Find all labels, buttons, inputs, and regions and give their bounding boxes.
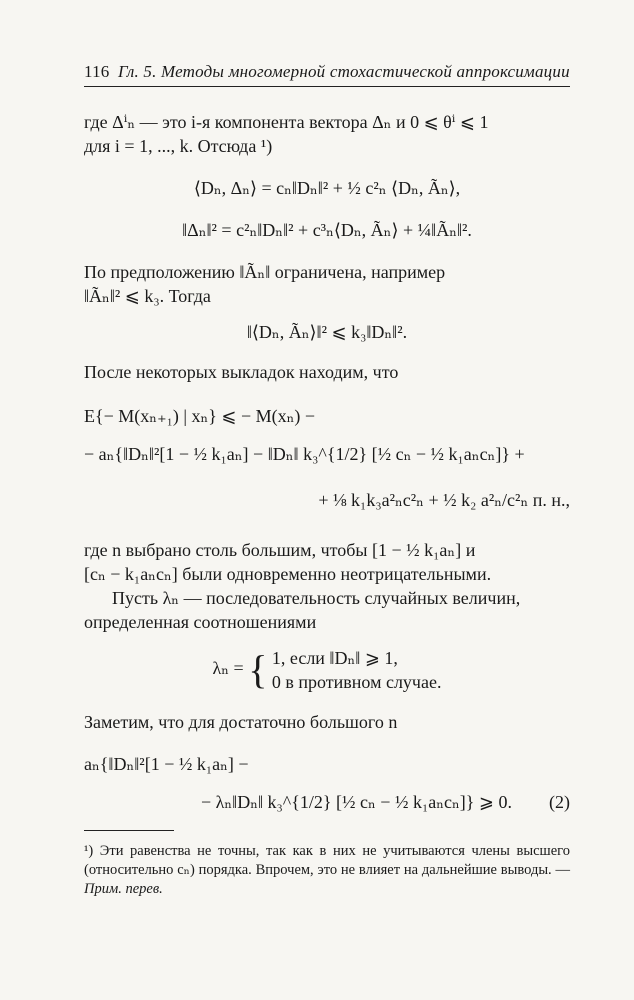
paragraph-1-line-2: для i = 1, ..., k. Отсюда ¹) [84, 136, 273, 156]
footnote [84, 842, 570, 899]
paragraph-1-line-1: где Δⁱₙ — это i-я компонента вектора Δₙ и 0 ⩽ θⁱ ⩽ 1 [84, 112, 489, 132]
equation-4-line-1: E{− M(xₙ₊₁) | xₙ} ⩽ − M(xₙ) − [84, 406, 316, 426]
paragraph-2-line-2: ‖Ãₙ‖² ⩽ k₃. Тогда [84, 286, 211, 306]
equation-5 [84, 646, 570, 694]
paragraph-3: После некоторых выкладок находим, что [84, 362, 399, 382]
equation-2: ‖Δₙ‖² = c²ₙ‖Dₙ‖² + c³ₙ⟨Dₙ, Ãₙ⟩ + ¼‖Ãₙ‖². [182, 220, 472, 240]
running-title: Гл. 5. Методы многомерной стохастической аппроксимации [117, 62, 570, 81]
equation-number: (2) [549, 792, 570, 812]
left-brace: { [248, 647, 268, 692]
paragraph-5-line-1: Пусть λₙ — последовательность случайных величин, [112, 588, 521, 608]
equation-5-lhs: λₙ = [212, 658, 244, 679]
running-header [84, 62, 570, 87]
paragraph-5-line-2: определенная соотношениями [84, 612, 317, 632]
equation-6-line-2 [84, 790, 570, 814]
paragraph-2-line-1: По предположению ‖Ãₙ‖ ограничена, например [84, 262, 446, 282]
footnote-text: ¹) Эти равенства не точны, так как в них не учитываются члены высшего (относительно cₙ) порядка. Впрочем, это не влияет на дальнейшие выводы. — [84, 843, 570, 878]
paragraph-4-line-2: [cₙ − k₁aₙcₙ] были одновременно неотрицательными. [84, 564, 492, 584]
equation-6-line-1: aₙ{‖Dₙ‖²[1 − ½ k₁aₙ] − [84, 754, 249, 774]
equation-6-formula: − λₙ‖Dₙ‖ k₃^{1/2} [½ cₙ − ½ k₁aₙcₙ]} ⩾ 0. [200, 792, 512, 812]
equation-5-case-1: 1, если ‖Dₙ‖ ⩾ 1, [271, 648, 398, 668]
paragraph-6: Заметим, что для достаточно большого n [84, 712, 398, 732]
page-number: 116 [84, 62, 110, 81]
equation-3: ‖⟨Dₙ, Ãₙ⟩‖² ⩽ k₃‖Dₙ‖². [246, 322, 408, 342]
equation-5-cases [272, 646, 442, 694]
footnote-translator-note: Прим. перев. [84, 881, 163, 897]
equation-5-case-2: 0 в противном случае. [271, 672, 442, 692]
page-body [84, 110, 570, 814]
footnote-rule [84, 830, 174, 831]
equation-1: ⟨Dₙ, Δₙ⟩ = cₙ‖Dₙ‖² + ½ c²ₙ ⟨Dₙ, Ãₙ⟩, [193, 178, 461, 198]
paragraph-4-line-1: где n выбрано столь большим, чтобы [1 − ½ k₁aₙ] и [84, 540, 476, 560]
equation-4-line-3: + ⅛ k₁k₃a²ₙc²ₙ + ½ k₂ a²ₙ/c²ₙ п. н., [318, 490, 570, 510]
equation-4-line-2: − aₙ{‖Dₙ‖²[1 − ½ k₁aₙ] − ‖Dₙ‖ k₃^{1/2} [½ cₙ − ½ k₁aₙcₙ]} + [84, 444, 525, 464]
